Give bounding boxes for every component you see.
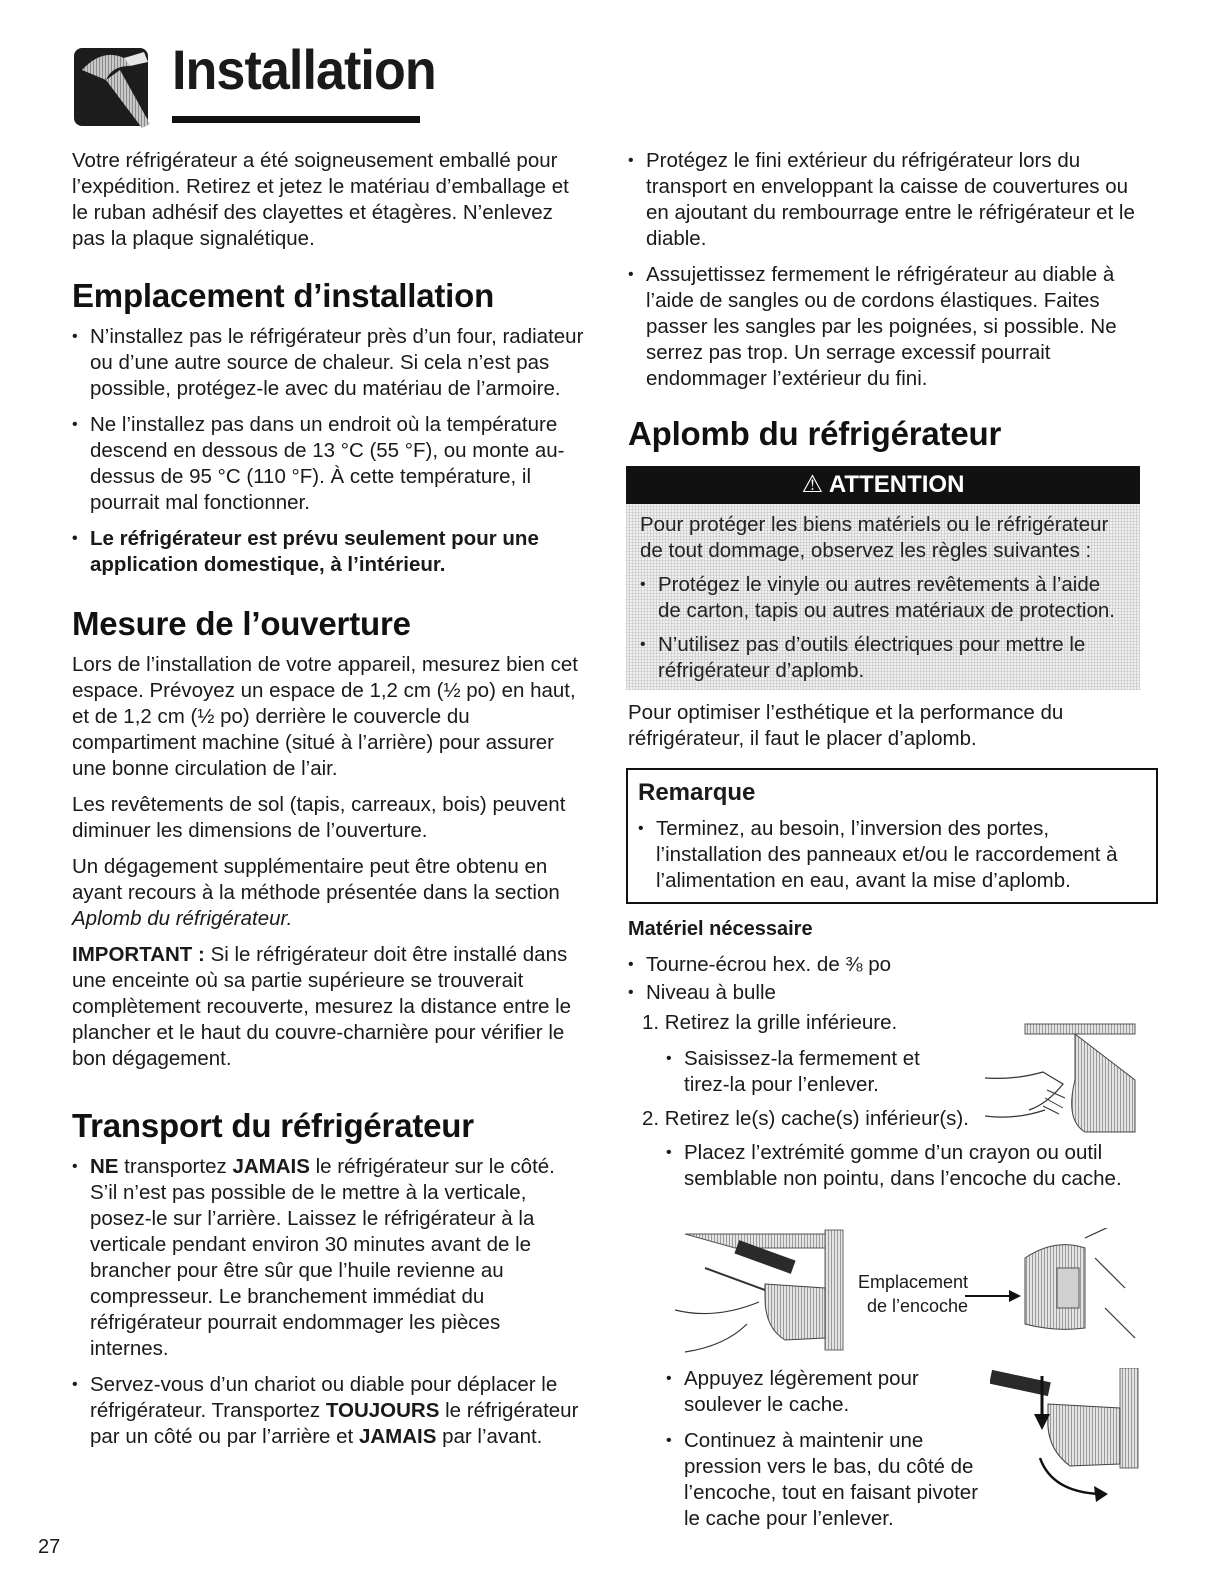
emplacement-list (72, 324, 584, 578)
list-item: • Saisissez-la fermement et tirez-la pour l’enlever. (666, 1046, 936, 1098)
remarque-title: Remarque (638, 779, 756, 806)
list-item: • Le réfrigérateur est prévu seulement pour une application domestique, à l’intérieur. (72, 526, 584, 578)
section-title-mesure: Mesure de l’ouverture (72, 605, 411, 642)
list-item: • Ne l’installez pas dans un endroit où la température descend en dessous de 13 °C (55 °F), ou monte au-dessus de 95 °C (110 °F). À cette température, il pourrait mal fonctionner. (72, 412, 584, 516)
left-column (72, 148, 584, 1460)
attention-body (626, 504, 1140, 690)
list-item: • Tourne-écrou hex. de ⅜ po (628, 952, 1144, 978)
mesure-paragraph: Lors de l’installation de votre appareil, mesurez bien cet espace. Prévoyez un espace de 1,2 cm (½ po) en haut, et de 1,2 cm (½ po) derrière le couvercle du compartiment machine (situé à l’arrière) pour assurer une bonne circulation de l’air. (72, 653, 578, 780)
list-item: • Assujettissez fermement le réfrigérateur au diable à l’aide de sangles ou de cordons élastiques. Faites passer les sangles par les poignées, si possible. Ne serrez pas trop. Un serrage excessif pourrait endommager l’extérieur du fini. (628, 262, 1144, 392)
list-item: • Placez l’extrémité gomme d’un crayon ou outil semblable non pointu, dans l’encoche du cache. (666, 1140, 1144, 1192)
list-item: • N’utilisez pas d’outils électriques pour mettre le réfrigérateur d’aplomb. (640, 632, 1128, 684)
transport-list-continued (628, 148, 1144, 392)
header-icon (72, 40, 156, 130)
transport-list (72, 1154, 584, 1450)
attention-box (626, 466, 1140, 690)
attention-header: ⚠ ATTENTION (626, 466, 1140, 504)
materiel-list (628, 952, 1144, 1006)
intro-paragraph: Votre réfrigérateur a été soigneusement emballé pour l’expédition. Retirez et jetez le matériau d’emballage et le ruban adhésif des clayettes et étagères. N’enlevez pas la plaque signalétique. (72, 149, 569, 250)
section-title-aplomb: Aplomb du réfrigérateur (628, 415, 1002, 452)
grille-illustration (985, 1020, 1145, 1138)
list-item: • Protégez le fini extérieur du réfrigérateur lors du transport en enveloppant la caisse de couvertures ou en ajoutant du rembourrage entre le réfrigérateur et le diable. (628, 148, 1144, 252)
mesure-paragraph: Un dégagement supplémentaire peut être obtenu en ayant recours à la méthode présentée dans la section Aplomb du réfrigérateur. (72, 855, 560, 930)
aplomb-paragraph: Pour optimiser l’esthétique et la performance du réfrigérateur, il faut le placer d’aplomb. (628, 701, 1064, 750)
list-item: • Niveau à bulle (628, 980, 1144, 1006)
attention-intro: Pour protéger les biens matériels ou le réfrigérateur de tout dommage, observez les règles suivantes : (640, 513, 1109, 562)
bottom-right-steps (666, 1366, 986, 1542)
page-number: 27 (38, 1536, 61, 1558)
materiel-title: Matériel nécessaire (628, 918, 813, 940)
section-title-emplacement: Emplacement d’installation (72, 277, 495, 314)
list-item: • Protégez le vinyle ou autres revêtements à l’aide de carton, tapis ou autres matériaux de protection. (640, 572, 1128, 624)
list-item: • Appuyez légèrement pour soulever le cache. (666, 1366, 986, 1418)
mesure-paragraph: Les revêtements de sol (tapis, carreaux, bois) peuvent diminuer les dimensions de l’ouverture. (72, 793, 566, 842)
remarque-box (626, 768, 1158, 904)
section-title-transport: Transport du réfrigérateur (72, 1107, 474, 1144)
list-item: • Servez-vous d’un chariot ou diable pour déplacer le réfrigérateur. Transportez TOUJOURS le réfrigérateur par un côté ou par l’arrière et JAMAIS par l’avant. (72, 1372, 584, 1450)
list-item: • NE transportez JAMAIS le réfrigérateur sur le côté. S’il n’est pas possible de le mettre à la verticale, posez-le sur l’arrière. Laissez le réfrigérateur à la verticale pendant environ 30 minutes avant de le brancher pour être sûr que l’huile revienne au compresseur. Le branchement immédiat du réfrigérateur pourrait endommager les pièces internes. (72, 1154, 584, 1362)
step-2: 2. Retirez le(s) cache(s) inférieur(s). (642, 1107, 969, 1130)
attention-list (640, 572, 1128, 684)
important-paragraph: IMPORTANT : Si le réfrigérateur doit être installé dans une enceinte où sa partie supérieure se trouverait complètement recouverte, mesurez la distance entre le plancher et le haut du couvre-charnière pour vérifier le bon dégagement. (72, 943, 572, 1070)
list-item: • Continuez à maintenir une pression vers le bas, du côté de l’encoche, tout en faisant pivoter le cache pour l’enlever. (666, 1428, 986, 1532)
pivot-illustration (990, 1368, 1150, 1508)
title-underline (172, 116, 420, 123)
list-item: • N’installez pas le réfrigérateur près d’un four, radiateur ou d’une autre source de chaleur. Si cela n’est pas possible, protégez-le avec du matériau de l’armoire. (72, 324, 584, 402)
encoche-callout: Emplacement de l’encoche (858, 1272, 969, 1316)
step-1: 1. Retirez la grille inférieure. (642, 1011, 898, 1034)
page-title: Installation (172, 38, 436, 101)
remarque-text: • Terminez, au besoin, l’inversion des portes, l’installation des panneaux et/ou le raccordement à l’alimentation en eau, avant la mise d’aplomb. (638, 816, 1146, 894)
warning-icon: ⚠ (801, 471, 824, 498)
